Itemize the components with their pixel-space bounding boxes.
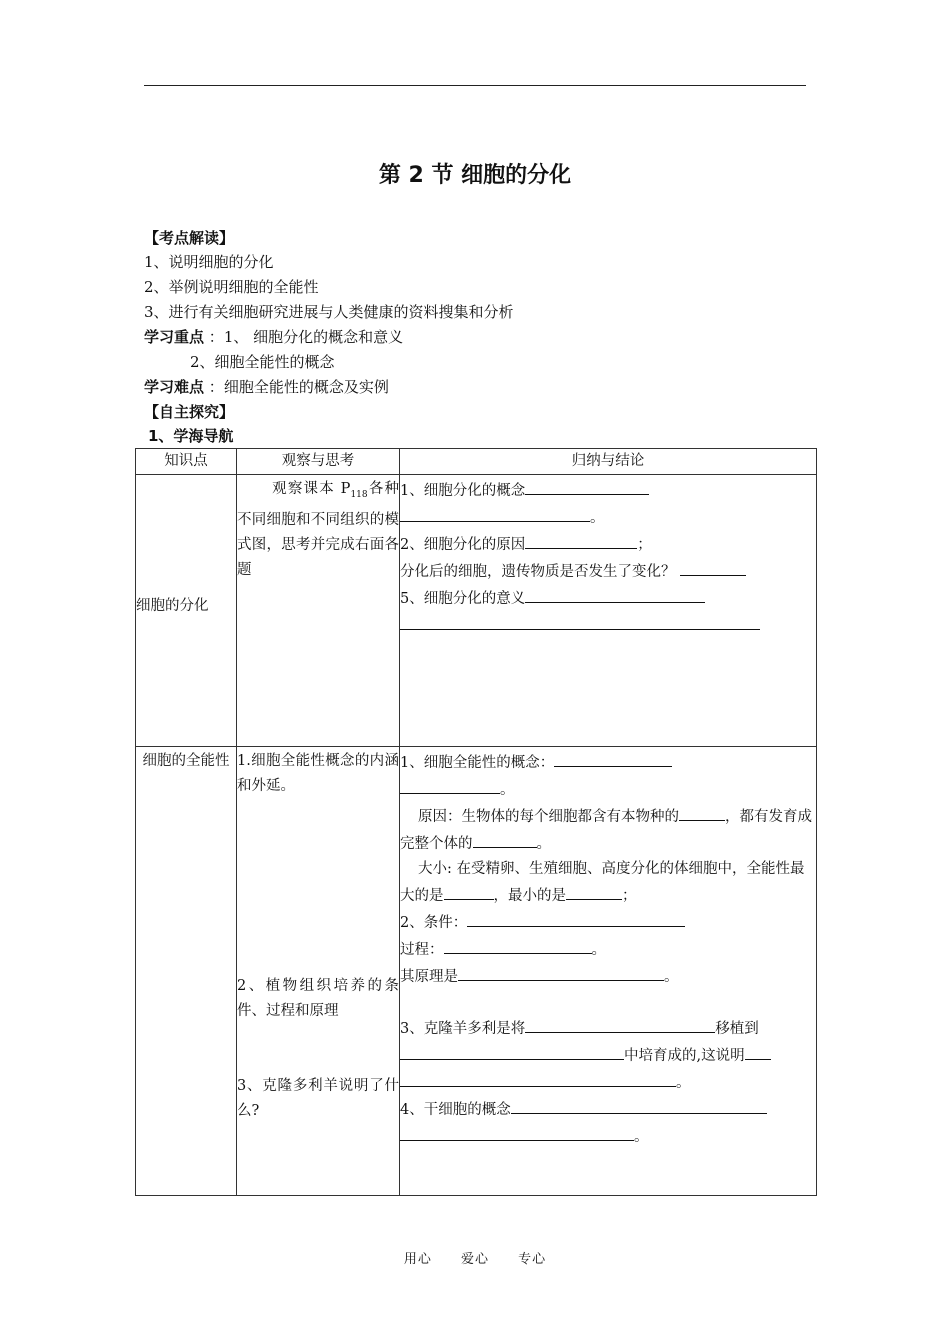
toti-process-label: 过程：: [400, 942, 444, 958]
clone-mid: 移植到: [715, 1021, 759, 1037]
blank[interactable]: [467, 909, 685, 927]
blank[interactable]: [400, 776, 500, 794]
toti-size-mid: ，最小的是: [493, 888, 566, 904]
blank[interactable]: [525, 585, 705, 603]
blank[interactable]: [554, 749, 672, 767]
punct: 。: [500, 782, 515, 798]
diff-concept-label: 1、细胞分化的概念: [400, 483, 526, 499]
topic-totipotency: [136, 747, 237, 1196]
nandian-line: [144, 377, 389, 397]
diff-concept-line2: [400, 504, 816, 531]
toti-concept-line: [400, 749, 816, 776]
kaodian-item-2: 2、举例说明细胞的全能性: [144, 278, 319, 296]
clone-line-3: [400, 1069, 816, 1096]
table-header-row: [136, 449, 817, 475]
punct: 。: [664, 969, 679, 985]
blank[interactable]: [444, 882, 494, 900]
diff-cause-line: [400, 531, 816, 558]
punct: 。: [591, 942, 606, 958]
observe-differentiation: [237, 475, 400, 747]
clone-line-1: [400, 1015, 816, 1042]
observe-rest: 各种不同细胞和不同组织的模式图，思考并完成右面各题: [237, 481, 399, 578]
observe-subscript: 118: [350, 489, 368, 500]
toti-reason: [400, 803, 816, 857]
blank[interactable]: [400, 1042, 624, 1060]
topic-differentiation-text: 细胞的分化: [136, 598, 209, 614]
blank[interactable]: [400, 1123, 634, 1141]
stem-line-1: [400, 1096, 816, 1123]
clone-line-2: [400, 1042, 816, 1069]
zizhu-sub: 1、学海导航: [148, 427, 234, 445]
blank[interactable]: [400, 504, 590, 522]
blank[interactable]: [511, 1096, 767, 1114]
blank[interactable]: [566, 882, 622, 900]
zhongdian-item-2: 2、细胞全能性的概念: [190, 353, 335, 371]
footer-item-2: 爱心: [460, 1252, 489, 1267]
toti-condition-line: [400, 909, 816, 936]
punct: 。: [536, 836, 551, 852]
footer-item-3: 专心: [518, 1252, 547, 1267]
punct: 。: [634, 1129, 649, 1145]
diff-meaning-line2: [400, 612, 816, 639]
header-conclusion: 归纳与结论: [400, 449, 817, 475]
blank[interactable]: [525, 1015, 715, 1033]
blank[interactable]: [400, 612, 760, 630]
table-row-totipotency: [136, 747, 817, 1196]
topic-differentiation: [136, 475, 237, 747]
toti-process-line: [400, 936, 816, 963]
nandian-sep: ：: [208, 378, 224, 396]
clone-mid2: 中培育成的,这说明: [624, 1048, 745, 1064]
toti-concept-line2: [400, 776, 816, 803]
toti-reason-text: 原因：生物体的每个细胞都含有本物种的: [418, 809, 679, 825]
toti-reason-mid: ，都有发育成完整个体的: [400, 809, 812, 852]
observe-item-1: 1.细胞全能性概念的内涵和外延。: [237, 753, 399, 794]
toti-principle-label: 其原理是: [400, 969, 458, 985]
observe-item-2: 2、植物组织培养的条件、过程和原理: [237, 978, 399, 1019]
clone-label: 3、克隆羊多利是将: [400, 1021, 526, 1037]
blank[interactable]: [745, 1042, 771, 1060]
header-topic: 知识点: [136, 449, 237, 475]
observe-item-3: 3、克隆多利羊说明了什么?: [237, 1078, 399, 1119]
study-table: [135, 448, 817, 1196]
toti-condition-label: 2、条件：: [400, 915, 468, 931]
blank[interactable]: [679, 803, 725, 821]
toti-concept-label: 1、细胞全能性的概念：: [400, 755, 555, 771]
toti-size-text: 大小: 在受精卵、生殖细胞、高度分化的体细胞中，全能性最大的是: [400, 861, 805, 904]
toti-principle-line: [400, 963, 816, 990]
topic-totipotency-text: 细胞的全能性: [142, 753, 230, 769]
zhongdian-label: 学习重点: [144, 328, 205, 346]
conclusion-differentiation: [400, 475, 817, 747]
diff-genetic-question: 分化后的细胞，遗传物质是否发生了变化？: [400, 564, 676, 580]
blank[interactable]: [680, 558, 746, 576]
header-rule: [144, 85, 806, 86]
diff-genetic-line: [400, 558, 816, 585]
nandian-label: 学习难点: [144, 378, 205, 396]
table-row-differentiation: [136, 475, 817, 747]
header-observe: 观察与思考: [237, 449, 400, 475]
section-zizhu-header: 【自主探究】: [144, 403, 235, 421]
observe-totipotency: [237, 747, 400, 1196]
diff-meaning-line: [400, 585, 816, 612]
zhongdian-sep: ：: [208, 328, 224, 346]
zhongdian-line: [144, 327, 403, 347]
stem-label: 4、干细胞的概念: [400, 1102, 511, 1118]
punct: ；: [637, 537, 652, 553]
punct: 。: [676, 1075, 691, 1091]
punct: ；: [622, 888, 637, 904]
page-title: 第 2 节 细胞的分化: [378, 163, 572, 188]
kaodian-item-1: 1、说明细胞的分化: [144, 253, 274, 271]
zhongdian-item-1: 1、 细胞分化的概念和意义: [223, 328, 404, 346]
page-footer: [0, 1248, 950, 1267]
nandian-text: 细胞全能性的概念及实例: [223, 378, 389, 396]
blank[interactable]: [525, 477, 649, 495]
punct: 。: [590, 510, 605, 526]
diff-meaning-label: 5、细胞分化的意义: [400, 591, 526, 607]
blank[interactable]: [444, 936, 592, 954]
toti-size: [400, 857, 816, 909]
kaodian-item-3: 3、进行有关细胞研究进展与人类健康的资料搜集和分析: [144, 303, 514, 321]
footer-item-1: 用心: [403, 1252, 432, 1267]
blank[interactable]: [400, 1069, 676, 1087]
diff-concept-line: [400, 477, 816, 504]
blank[interactable]: [458, 963, 664, 981]
conclusion-totipotency: [400, 747, 817, 1196]
section-kaodian-header: 【考点解读】: [144, 229, 235, 247]
observe-text: 观察课本 P: [271, 481, 351, 497]
blank[interactable]: [473, 830, 537, 848]
blank[interactable]: [525, 531, 637, 549]
diff-cause-label: 2、细胞分化的原因: [400, 537, 526, 553]
stem-line-2: [400, 1123, 816, 1150]
